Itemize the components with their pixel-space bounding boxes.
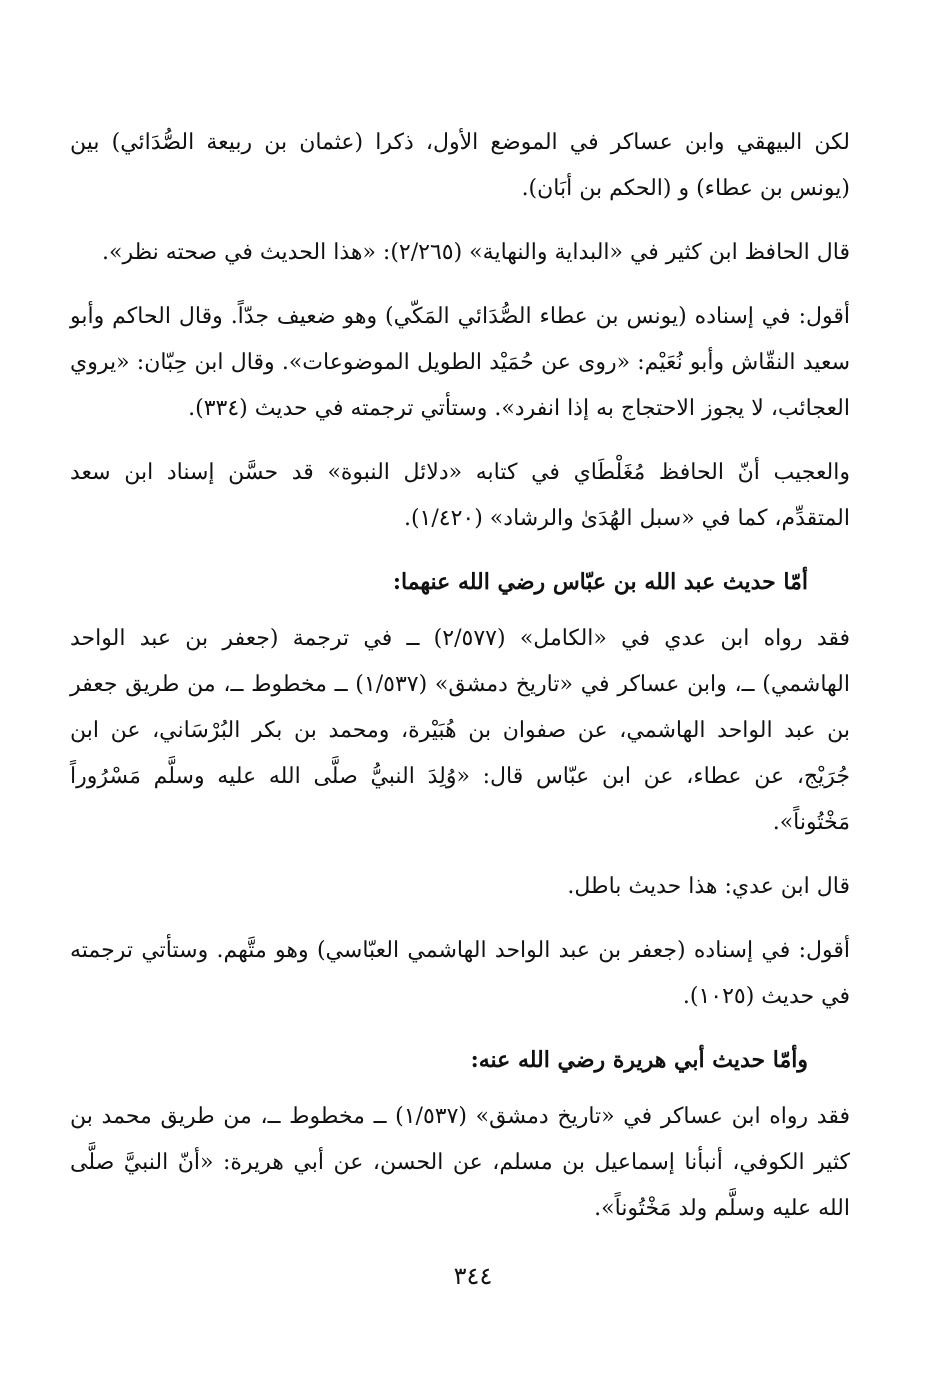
heading-hadith-abu-hurayra: وأمّا حديث أبي هريرة رضي الله عنه:: [470, 1047, 808, 1073]
paragraph-isnad-younus: أقول: في إسناده (يونس بن عطاء الصُّدَائي المَكّي) وهو ضعيف جدّاً. وقال الحاكم وأبو سعيد النقّاش وأبو نُعَيْم: «روى عن حُمَيْد الطويل الموضوعات». وقال ابن حِبّان: «يروي العجائب، لا يجوز الاحتجاج به إذا انفرد». وستأتي ترجمته في حديث (٣٣٤).: [70, 304, 850, 421]
paragraph-ibn-asakir-riwaya: فقد رواه ابن عساكر في «تاريخ دمشق» (١/٥٣٧) ــ مخطوط ــ، من طريق محمد بن كثير الكوفي، أنبأنا إسماعيل بن مسلم، عن الحسن، عن أبي هريرة: «أنّ النبيَّ صلَّى الله عليه وسلَّم ولد مَخْتُوناً».: [70, 1104, 850, 1221]
paragraph-ibn-adi-verdict: قال ابن عدي: هذا حديث باطل.: [567, 874, 850, 899]
page-body: [70, 120, 850, 1250]
paragraph-mughaltay: والعجيب أنّ الحافظ مُغَلْطَاي في كتابه «دلائل النبوة» قد حسَّن إسناد ابن سعد المتقدِّم، كما في «سبل الهُدَىٰ والرشاد» (١/٤٢٠).: [70, 460, 850, 531]
paragraph-bayhaqi: لكن البيهقي وابن عساكر في الموضع الأول، ذكرا (عثمان بن ربيعة الصُّدَائي) بين (يونس بن عطاء) و (الحكم بن أبَان).: [70, 130, 850, 201]
paragraph-ibn-kathir: قال الحافظ ابن كثير في «البداية والنهاية» (٢/٢٦٥): «هذا الحديث في صحته نظر».: [102, 240, 850, 265]
paragraph-isnad-jafar: أقول: في إسناده (جعفر بن عبد الواحد الهاشمي العبّاسي) وهو متَّهم. وستأتي ترجمته في حديث (١٠٢٥).: [70, 938, 850, 1009]
heading-hadith-ibn-abbas: أمّا حديث عبد الله بن عبّاس رضي الله عنهما:: [392, 569, 808, 595]
page-number: ٣٤٤: [453, 1262, 493, 1290]
paragraph-ibn-adi-riwaya: فقد رواه ابن عدي في «الكامل» (٢/٥٧٧) ــ في ترجمة (جعفر بن عبد الواحد الهاشمي) ــ، وابن عساكر في «تاريخ دمشق» (١/٥٣٧) ــ مخطوط ــ، من طريق جعفر بن عبد الواحد الهاشمي، عن صفوان بن هُبَيْرة، ومحمد بن بكر البُرْسَاني، عن ابن جُرَيْج، عن عطاء، عن ابن عبّاس قال: «وُلِدَ النبيُّ صلَّى الله عليه وسلَّم مَسْرُوراً مَخْتُوناً».: [70, 626, 851, 835]
